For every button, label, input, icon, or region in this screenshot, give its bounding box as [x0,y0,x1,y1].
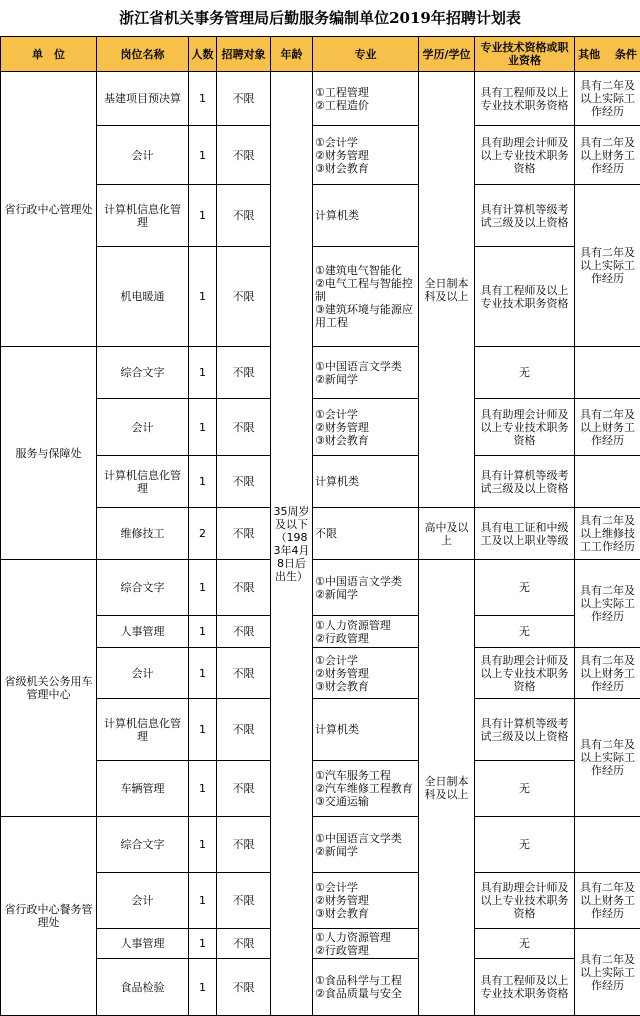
count-cell: 1 [189,873,217,929]
position-cell: 综合文字 [97,817,189,873]
header-education: 学历/学位 [419,37,475,72]
count-cell: 1 [189,185,217,247]
unit-cell: 省行政中心管理处 [1,72,97,347]
header-qualification: 专业技术资格或职业资格 [475,37,575,72]
major-cell: 计算机类 [313,699,419,761]
target-cell: 不限 [217,761,271,817]
major-cell: ①人力资源管理 ②行政管理 [313,616,419,648]
target-cell: 不限 [217,699,271,761]
header-count: 人数 [189,37,217,72]
qualification-cell: 具有计算机等级考试三级及以上资格 [475,185,575,247]
qualification-cell: 具有工程师及以上专业技术职务资格 [475,72,575,126]
table-row [1,817,640,873]
table-row [1,929,640,959]
target-cell: 不限 [217,247,271,347]
count-cell: 1 [189,456,217,508]
target-cell: 不限 [217,456,271,508]
other-cell: 具有二年及以上维修技工工作经历 [575,508,640,560]
header-target: 招聘对象 [217,37,271,72]
target-cell: 不限 [217,347,271,399]
count-cell: 1 [189,347,217,399]
qualification-cell: 无 [475,817,575,873]
position-cell: 维修技工 [97,508,189,560]
qualification-cell: 无 [475,929,575,959]
count-cell: 2 [189,508,217,560]
other-cell: 具有二年及以上财务工作经历 [575,126,640,185]
education-cell: 高中及以上 [419,508,475,560]
table-row [1,648,640,699]
qualification-cell: 具有助理会计师及以上专业技术职务资格 [475,126,575,185]
other-cell [575,456,640,508]
other-cell: 具有二年及以上实际工作经历 [575,560,640,648]
page-title: 浙江省机关事务管理局后勤服务编制单位2019年招聘计划表 [0,0,640,36]
target-cell: 不限 [217,929,271,959]
target-cell: 不限 [217,560,271,616]
position-cell: 综合文字 [97,560,189,616]
count-cell: 1 [189,616,217,648]
other-cell: 具有二年及以上实际工作经历 [575,72,640,126]
major-cell: ①中国语言文学类 ②新闻学 [313,560,419,616]
unit-cell: 省级机关公务用车管理中心 [1,560,97,817]
table-row [1,72,640,126]
count-cell: 1 [189,560,217,616]
header-row [1,37,640,72]
table-row [1,873,640,929]
target-cell: 不限 [217,873,271,929]
qualification-cell: 无 [475,347,575,399]
qualification-cell: 具有工程师及以上专业技术职务资格 [475,959,575,1016]
table-row [1,456,640,508]
table-row [1,761,640,817]
major-cell: 计算机类 [313,456,419,508]
target-cell: 不限 [217,399,271,456]
count-cell: 1 [189,247,217,347]
unit-cell: 省行政中心餐务管理处 [1,817,97,1016]
qualification-cell: 无 [475,616,575,648]
position-cell: 基建项目预决算 [97,72,189,126]
table-row [1,185,640,247]
position-cell: 食品检验 [97,959,189,1016]
major-cell: ①人力资源管理 ②行政管理 [313,929,419,959]
table-row [1,959,640,1016]
other-cell: 具有二年及以上实际工作经历 [575,185,640,347]
age-cell: 35周岁及以下（1983年4月8日后出生） [271,72,313,1016]
other-cell: 具有二年及以上财务工作经历 [575,873,640,929]
major-cell: ①食品科学与工程 ②食品质量与安全 [313,959,419,1016]
position-cell: 计算机信息化管理 [97,185,189,247]
major-cell: ①工程管理 ②工程造价 [313,72,419,126]
header-position: 岗位名称 [97,37,189,72]
target-cell: 不限 [217,817,271,873]
table-row [1,560,640,616]
header-major: 专业 [313,37,419,72]
position-cell: 人事管理 [97,929,189,959]
count-cell: 1 [189,699,217,761]
target-cell: 不限 [217,185,271,247]
table-row [1,508,640,560]
count-cell: 1 [189,929,217,959]
qualification-cell: 具有计算机等级考试三级及以上资格 [475,699,575,761]
qualification-cell: 无 [475,761,575,817]
target-cell: 不限 [217,648,271,699]
recruitment-table [0,36,640,1016]
count-cell: 1 [189,72,217,126]
major-cell: ①会计学 ②财务管理 ③财会教育 [313,126,419,185]
target-cell: 不限 [217,72,271,126]
table-row [1,247,640,347]
major-cell: ①汽车服务工程 ②汽车维修工程教育 ③交通运输 [313,761,419,817]
count-cell: 1 [189,959,217,1016]
table-row [1,699,640,761]
major-cell: ①中国语言文学类 ②新闻学 [313,817,419,873]
qualification-cell: 具有助理会计师及以上专业技术职务资格 [475,399,575,456]
count-cell: 1 [189,817,217,873]
education-cell: 全日制本科及以上 [419,560,475,1016]
education-cell: 全日制本科及以上 [419,72,475,508]
other-cell: 具有二年及以上财务工作经历 [575,648,640,699]
qualification-cell: 具有助理会计师及以上专业技术职务资格 [475,873,575,929]
count-cell: 1 [189,126,217,185]
qualification-cell: 具有工程师及以上专业技术职务资格 [475,247,575,347]
major-cell: ①会计学 ②财务管理 ③财会教育 [313,648,419,699]
position-cell: 会计 [97,126,189,185]
position-cell: 车辆管理 [97,761,189,817]
position-cell: 会计 [97,648,189,699]
position-cell: 机电暖通 [97,247,189,347]
major-cell: 计算机类 [313,185,419,247]
other-cell: 具有二年及以上财务工作经历 [575,399,640,456]
header-other: 其他 条件 [575,37,640,72]
position-cell: 会计 [97,399,189,456]
header-unit: 单 位 [1,37,97,72]
other-cell: 具有二年及以上实际工作经历 [575,929,640,1016]
position-cell: 计算机信息化管理 [97,456,189,508]
target-cell: 不限 [217,508,271,560]
table-row [1,616,640,648]
qualification-cell: 具有电工证和中级工及以上职业等级 [475,508,575,560]
major-cell: ①中国语言文学类 ②新闻学 [313,347,419,399]
qualification-cell: 具有助理会计师及以上专业技术职务资格 [475,648,575,699]
table-row [1,126,640,185]
major-cell: ①建筑电气智能化 ②电气工程与智能控制 ③建筑环境与能源应用工程 [313,247,419,347]
count-cell: 1 [189,648,217,699]
position-cell: 计算机信息化管理 [97,699,189,761]
header-age: 年龄 [271,37,313,72]
qualification-cell: 具有计算机等级考试三级及以上资格 [475,456,575,508]
target-cell: 不限 [217,959,271,1016]
position-cell: 综合文字 [97,347,189,399]
major-cell: ①会计学 ②财务管理 ③财会教育 [313,873,419,929]
table-row [1,399,640,456]
position-cell: 人事管理 [97,616,189,648]
major-cell: ①会计学 ②财务管理 ③财会教育 [313,399,419,456]
other-cell: 具有二年及以上实际工作经历 [575,699,640,817]
unit-cell: 服务与保障处 [1,347,97,560]
position-cell: 会计 [97,873,189,929]
count-cell: 1 [189,761,217,817]
target-cell: 不限 [217,616,271,648]
other-cell [575,817,640,873]
target-cell: 不限 [217,126,271,185]
count-cell: 1 [189,399,217,456]
major-cell: 不限 [313,508,419,560]
qualification-cell: 无 [475,560,575,616]
other-cell [575,347,640,399]
table-row [1,347,640,399]
